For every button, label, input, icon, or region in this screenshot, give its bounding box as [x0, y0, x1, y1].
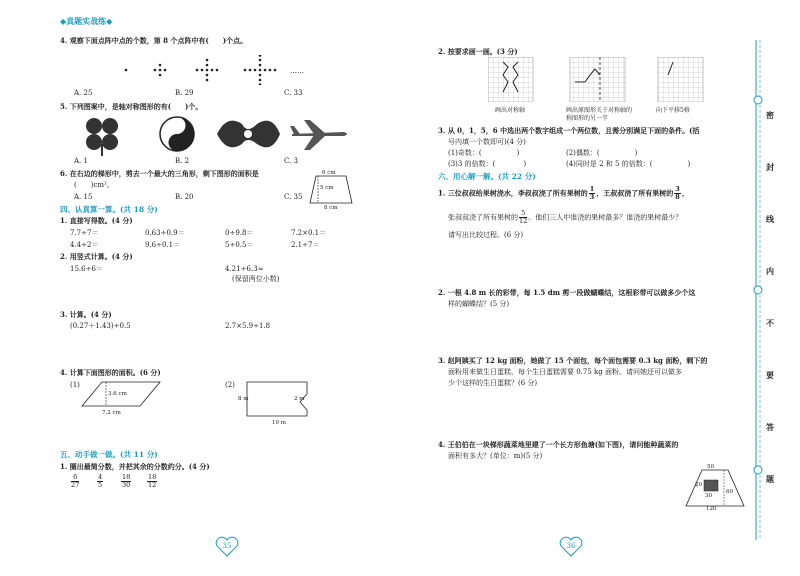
garden-top-label: 50	[707, 464, 714, 470]
airplane-icon	[290, 120, 347, 150]
q4-option-a: A. 25	[74, 89, 93, 97]
draw-caption-1: 画出对称轴	[495, 107, 526, 114]
draw-caption-2a: 画出原图形关于对称轴的	[566, 107, 633, 114]
dot-pattern-figure	[110, 55, 310, 85]
calc2-title: 2. 用竖式计算。(4 分)	[60, 252, 133, 261]
trap-height-label: 5 cm	[320, 185, 334, 191]
trap-bottom-label: 8 cm	[324, 205, 338, 211]
q3-text-2: 号内填一个数即可)(4 分)	[448, 138, 526, 146]
seal-line	[750, 40, 780, 540]
dots-ellipsis: ……	[290, 67, 304, 75]
page-number-left: 35	[214, 536, 240, 558]
q6-option-a: A. 15	[74, 193, 93, 201]
calc1-item: 0.63÷0.9＝	[145, 229, 185, 237]
q5-option-b: B. 2	[175, 157, 190, 165]
seal-char: 密	[766, 110, 774, 120]
q3-item-1: (1)奇数：( )	[448, 149, 520, 157]
ornament-icon	[217, 121, 280, 148]
calc1-item: 9.6÷0.1＝	[145, 241, 181, 249]
fraction-item: $\frac{6}{27}$	[71, 473, 80, 489]
q6-text: 6. 在右边的梯形中，剪去一个最大的三角形，剩下图形的面积是	[60, 169, 259, 178]
p1-line-1: 1. 三位叔叔给果树浇水，李叔叔浇了所有果树的 $\frac{1}{3}$ ，王叔叔浇了所有果树的 $\frac{3}{8}$ ，	[438, 185, 689, 201]
calc1-item: 4.4÷2＝	[70, 241, 99, 249]
calc4-title: 4. 计算下面图形的面积。(6 分)	[60, 368, 161, 377]
calc1-item: 7.2×0.1＝	[291, 229, 327, 237]
calc1-item: 5÷0.5＝	[225, 241, 254, 249]
parallelogram-figure	[80, 380, 170, 420]
section-4-heading: 四、认真算一算。(共 18 分)	[60, 205, 158, 214]
garden-height-label: 60	[726, 489, 733, 495]
draw-title: 2. 按要求画一画。(3 分)	[438, 47, 518, 56]
draw-caption-2b: 称图形的另一半	[566, 115, 609, 122]
section-banner: ◆真题实战练◆	[60, 16, 113, 26]
yin-yang-icon	[160, 117, 194, 151]
parallelogram-height-label: 3.6 cm	[108, 391, 127, 397]
calc3-expr-1: (0.27＋1.43)÷0.5	[70, 322, 131, 330]
q3-item-2: (2)偶数：( )	[566, 149, 638, 157]
q5-text: 5. 下列图案中，是轴对称图形的有( )个。	[60, 102, 203, 111]
q4-option-b: B. 29	[175, 89, 194, 97]
q3-item-3: (3)3 的倍数：( )	[448, 160, 527, 168]
p4-line-2: 面积有多大？(单位：m)(5 分)	[448, 452, 543, 460]
q3-item-4: (4)同时是 2 和 5 的倍数：( )	[566, 160, 691, 168]
calc2-expr-2: 4.21÷6.3≈	[225, 265, 264, 273]
seal-char: 不	[766, 318, 774, 328]
calc3-title: 3. 计算。(4 分)	[60, 310, 112, 319]
p3-line-2: 面粉用来做生日蛋糕，每个生日蛋糕需要 0.75 kg 面粉。请问她还可以做多	[448, 368, 682, 376]
q4-text: 4. 观察下面点阵中点的个数，第 8 个点阵中有( )个点。	[60, 36, 248, 45]
q6-option-b: B. 20	[175, 193, 194, 201]
fig1-label: (1)	[70, 381, 80, 389]
clover-icon	[86, 118, 118, 156]
q3-text-1: 3. 从 0，1，5，6 中选出两个数字组成一个两位数，且需分别满足下面的条件。(括	[438, 126, 700, 135]
rect-height-label: 8 m	[238, 396, 249, 402]
page-number-right: 36	[558, 536, 584, 558]
p3-line-3: 少个这样的生日蛋糕？(6 分)	[448, 379, 538, 387]
rect-base-label: 10 m	[272, 420, 286, 426]
p4-line-1: 4. 王伯伯在一块梯形蔬菜地里建了一个长方形鱼塘(如下图)，请问能种蔬菜的	[438, 440, 679, 449]
calc1-item: 7.7÷7＝	[70, 229, 99, 237]
garden-pond-width-label: 20	[695, 482, 702, 488]
q4-option-c: C. 33	[284, 89, 303, 97]
p2-line-2: 样的蝴蝶结？(5 分)	[448, 300, 510, 308]
fig2-label: (2)	[225, 381, 235, 389]
seal-char: 要	[766, 370, 774, 380]
frac-title: 1. 圈出最简分数，并把其余的分数约分。(4 分)	[60, 462, 210, 471]
seal-char: 题	[766, 474, 774, 484]
right-page	[400, 0, 800, 576]
garden-pond-length-label: 30	[705, 493, 712, 499]
section-5-heading: 五、动手做一做。(共 11 分)	[60, 450, 158, 459]
draw-caption-3: 向下平移5格	[656, 107, 690, 114]
seal-char: 内	[766, 266, 774, 276]
p3-line-1: 3. 赵阿姨买了 12 kg 面粉，她做了 15 个面包，每个面包需要 0.3 kg 面粉，剩下的	[438, 356, 708, 365]
seal-char: 答	[766, 422, 774, 432]
seal-char: 线	[766, 214, 774, 224]
fraction-item: $\frac{18}{12}$	[148, 473, 157, 489]
drawing-grids	[488, 57, 758, 102]
p1-line-2: 张叔叔浇了所有果树的 $\frac{5}{12}$ 。他们三人中谁浇的果树最多？谁浇的果树最少？	[448, 209, 683, 225]
rect-notch-label: 2 m	[294, 396, 305, 402]
p1-line-3: 请写出比较过程。(6 分)	[448, 231, 524, 239]
p2-line-1: 2. 一根 4.8 m 长的彩带，每 1.5 dm 剪一段做蝴蝶结，这根彩带可以做多少个这	[438, 288, 696, 297]
calc2-expr-1: 15.6÷6＝	[70, 265, 103, 273]
parallelogram-base-label: 7.2 cm	[102, 410, 121, 416]
section-6-heading: 六、用心解一解。(共 22 分)	[438, 172, 536, 181]
calc1-item: 0÷9.8＝	[225, 229, 254, 237]
seal-char: 封	[766, 162, 774, 172]
calc1-title: 1. 直接写得数。(4 分)	[60, 216, 133, 225]
garden-bottom-label: 120	[706, 506, 717, 512]
fraction-item: $\frac{4}{5}$	[98, 473, 103, 489]
trap-top-label: 6 cm	[322, 170, 336, 176]
q5-option-a: A. 1	[74, 157, 88, 165]
calc2-note: (保留两位小数)	[232, 275, 280, 283]
calc3-expr-2: 2.7×5.9÷1.8	[225, 322, 271, 330]
q6-option-c: C. 35	[284, 193, 303, 201]
fraction-item: $\frac{18}{30}$	[122, 473, 131, 489]
symmetry-pictures	[82, 114, 350, 158]
q6-text-2: ( )cm²。	[74, 181, 114, 189]
q5-option-c: C. 3	[284, 157, 299, 165]
calc1-item: 2.1÷7＝	[291, 241, 320, 249]
